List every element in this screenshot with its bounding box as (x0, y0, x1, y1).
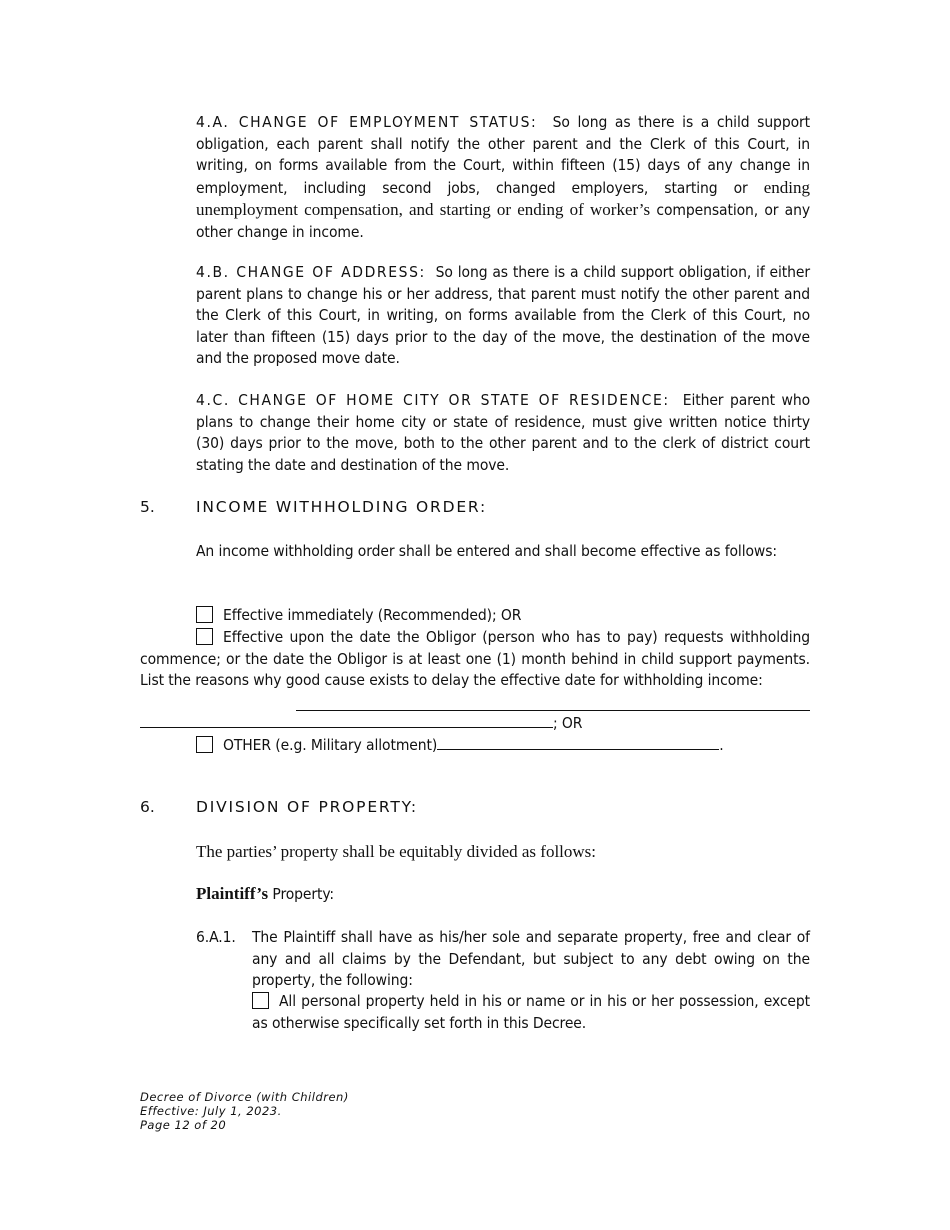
section-5-intro (140, 541, 810, 563)
plaintiff-label-rest: Property: (272, 885, 335, 903)
item-6a1-text (252, 927, 810, 992)
option-other-period: . (719, 736, 724, 754)
option-immediate-label: Effective immediately (Recommended); OR (223, 606, 522, 624)
or-suffix: ; OR (553, 714, 583, 732)
section-5-number: 5. (140, 498, 155, 516)
plaintiff-property-heading (196, 883, 334, 906)
option-delay-row (140, 627, 810, 692)
delay-reason-line-2-row (140, 712, 582, 735)
section-4b-heading: 4.B. CHANGE OF ADDRESS: (196, 263, 426, 281)
section-4a (196, 112, 810, 243)
section-6-intro-text: The parties’ property shall be equitably divided as follows: (196, 842, 597, 861)
section-4a-body-end: compensation, or any other change in income. (196, 201, 810, 241)
section-4b (196, 262, 810, 370)
section-4c-heading: 4.C. CHANGE OF HOME CITY OR STATE OF RESIDENCE: (196, 391, 670, 409)
section-4b-body: So long as there is a child support obligation, if either parent plans to change his or her address, that parent must notify the other parent and the Clerk of this Court, in writing, on forms available from the Clerk of this Court, no later than fifteen (15) days prior to the day of the move, the destination of the move and the proposed move date. (196, 263, 811, 367)
option-immediate-checkbox[interactable] (196, 606, 213, 623)
option-other-line[interactable] (437, 734, 719, 750)
section-6-title: DIVISION OF PROPERTY: (196, 798, 418, 816)
item-6a1-checkbox[interactable] (252, 992, 269, 1009)
section-4a-body: So long as there is a child support obligation, each parent shall notify the other parent and the Clerk of this Court, in writing, on forms available from the Court, within fifteen (15) days of any change in employment, including second jobs, changed employers, starting or (196, 113, 810, 197)
item-6a1-option (252, 991, 810, 1034)
option-other-label: OTHER (e.g. Military allotment) (223, 736, 438, 754)
section-4a-heading: 4.A. CHANGE OF EMPLOYMENT STATUS: (196, 113, 538, 131)
item-6a1-number (196, 927, 236, 949)
item-6a1-option-label: All personal property held in his or name or in his or her possession, except as otherwise specifically set forth in this Decree. (252, 992, 810, 1032)
option-delay-checkbox[interactable] (196, 628, 213, 645)
page-footer (140, 1090, 349, 1132)
section-4c (196, 390, 810, 476)
delay-reason-line-1[interactable] (296, 710, 810, 711)
section-4a-body-serif: ending unemployment compensation, and starting or ending of worker’s (196, 177, 810, 219)
plaintiff-label-bold: Plaintiff’s (196, 884, 269, 903)
footer-title: Decree of Divorce (with Children) (140, 1090, 349, 1104)
footer-effective: Effective: July 1, 2023. (140, 1104, 282, 1118)
section-5-intro-text: An income withholding order shall be entered and shall become effective as follows: (196, 542, 777, 560)
option-delay-label: Effective upon the date the Obligor (person who has to pay) requests withholding commence; or the date the Obligor is at least one (1) month behind in child support payments. List the reasons why good cause exists to delay the effective date for withholding income: (140, 628, 810, 689)
option-other-checkbox[interactable] (196, 736, 213, 753)
option-other-row (196, 734, 724, 757)
footer-page: Page 12 of 20 (140, 1118, 227, 1132)
option-immediate-row (196, 605, 521, 627)
section-5-title: INCOME WITHHOLDING ORDER: (196, 498, 488, 516)
delay-reason-line-2[interactable] (140, 712, 553, 728)
item-6a1-number-text: 6.A.1. (196, 928, 236, 946)
section-6-intro (196, 841, 596, 863)
section-4c-body: Either parent who plans to change their home city or state of residence, must give written notice thirty (30) days prior to the move, both to the other parent and to the clerk of district court stating the date and destination of the move. (196, 391, 811, 474)
item-6a1-body: The Plaintiff shall have as his/her sole and separate property, free and clear of any and all claims by the Defendant, but subject to any debt owing on the property, the following: (252, 928, 810, 989)
section-6-number: 6. (140, 798, 155, 816)
